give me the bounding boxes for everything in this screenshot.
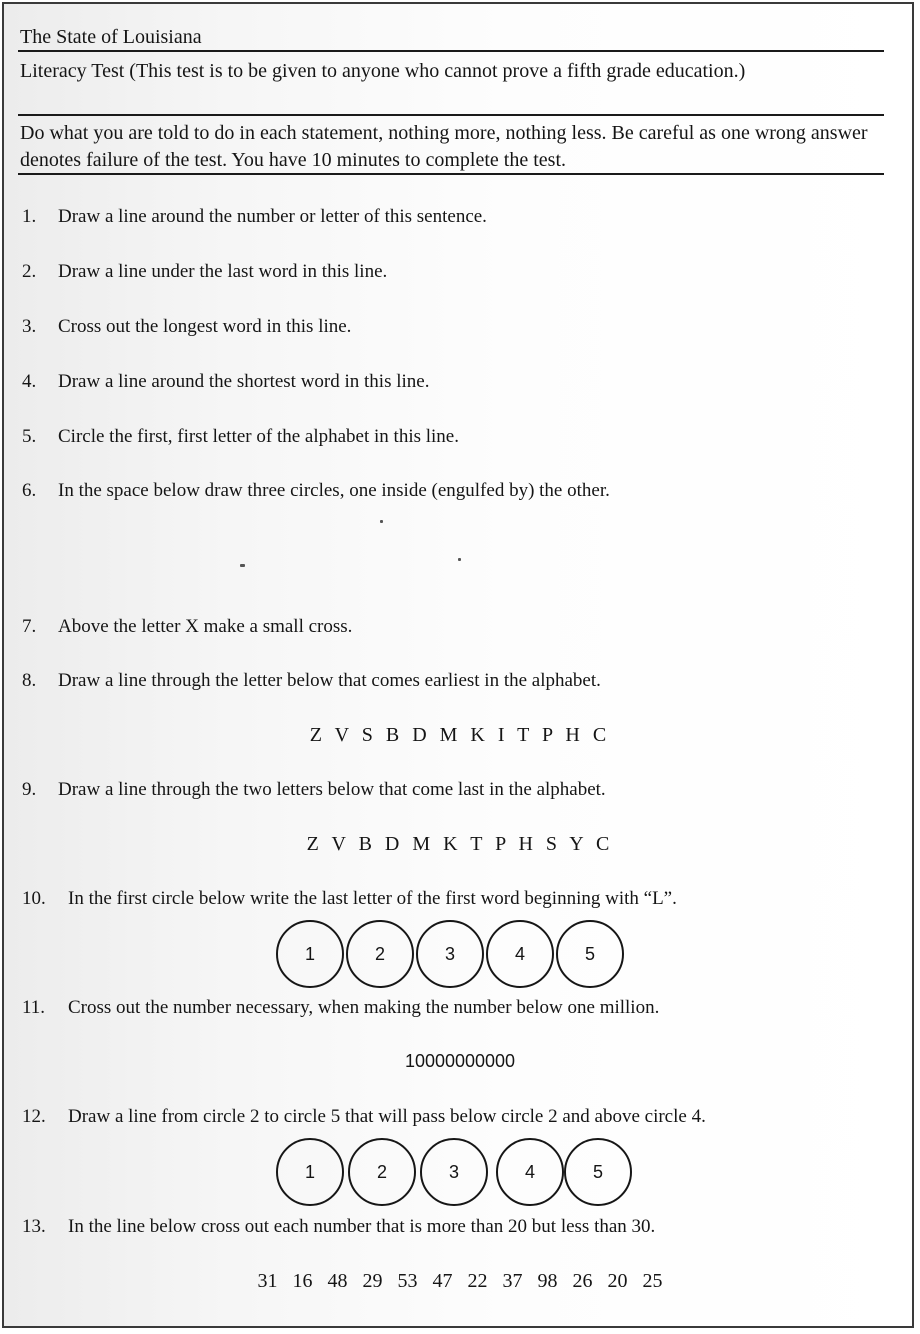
question-number: 12. xyxy=(22,1106,46,1127)
question-11 xyxy=(22,997,902,1019)
q9-letter-row: Z V B D M K T P H S Y C xyxy=(306,833,614,855)
question-number: 9. xyxy=(22,779,37,800)
question-text: Above the letter X make a small cross. xyxy=(58,616,353,637)
q11-number: 10000000000 xyxy=(404,1051,516,1071)
circle-number: 1 xyxy=(304,944,315,964)
numbered-circle xyxy=(416,920,484,988)
circle-number: 4 xyxy=(524,1162,535,1182)
question-9 xyxy=(22,779,882,801)
question-text: Draw a line through the two letters below that come last in the alphabet. xyxy=(58,779,606,800)
divider xyxy=(18,50,884,52)
scan-speck xyxy=(380,520,383,523)
numbered-circle xyxy=(420,1138,488,1206)
question-number: 13. xyxy=(22,1216,46,1237)
question-number: 5. xyxy=(22,426,37,447)
question-number: 8. xyxy=(22,670,37,691)
q13-number-row xyxy=(4,1270,916,1293)
question-number: 2. xyxy=(22,261,37,282)
question-1 xyxy=(22,206,882,228)
circle-number: 3 xyxy=(448,1162,459,1182)
circle-number: 4 xyxy=(514,944,525,964)
number-item: 16 xyxy=(292,1270,313,1292)
test-subtitle: Literacy Test (This test is to be given to anyone who cannot prove a fifth grade education.) xyxy=(20,60,746,82)
number-item: 48 xyxy=(327,1270,348,1292)
question-text: In the line below cross out each number that is more than 20 but less than 30. xyxy=(68,1216,656,1237)
question-4 xyxy=(22,371,882,393)
numbered-circle xyxy=(564,1138,632,1206)
question-12 xyxy=(22,1106,902,1128)
numbered-circle xyxy=(276,920,344,988)
question-3 xyxy=(22,316,882,338)
question-7 xyxy=(22,616,882,638)
numbered-circle xyxy=(346,920,414,988)
page-title: The State of Louisiana xyxy=(20,26,202,48)
number-item: 29 xyxy=(362,1270,383,1292)
numbered-circle xyxy=(486,920,554,988)
number-item: 98 xyxy=(537,1270,558,1292)
question-text: Draw a line from circle 2 to circle 5 that will pass below circle 2 and above circle 4. xyxy=(68,1106,706,1127)
question-8 xyxy=(22,670,882,692)
q8-letter-row: Z V S B D M K I T P H C xyxy=(309,724,611,746)
question-text: Draw a line under the last word in this line. xyxy=(58,261,388,282)
number-item: 26 xyxy=(572,1270,593,1292)
circle-number: 5 xyxy=(592,1162,603,1182)
scan-speck xyxy=(458,558,461,561)
number-item: 20 xyxy=(607,1270,628,1292)
number-item: 53 xyxy=(397,1270,418,1292)
test-instructions: Do what you are told to do in each statement, nothing more, nothing less. Be careful as one wrong answer denotes failure of the test. You have 10 minutes to complete the test. xyxy=(20,122,868,171)
number-item: 47 xyxy=(432,1270,453,1292)
question-number: 1. xyxy=(22,206,37,227)
circle-number: 3 xyxy=(444,944,455,964)
question-number: 4. xyxy=(22,371,37,392)
question-text: Cross out the longest word in this line. xyxy=(58,316,352,337)
question-number: 3. xyxy=(22,316,37,337)
number-item: 31 xyxy=(257,1270,278,1292)
question-number: 6. xyxy=(22,480,37,501)
numbered-circle xyxy=(496,1138,564,1206)
test-document xyxy=(2,2,914,1328)
number-item: 22 xyxy=(467,1270,488,1292)
circle-number: 1 xyxy=(304,1162,315,1182)
number-item: 25 xyxy=(642,1270,663,1292)
question-text: Draw a line around the shortest word in this line. xyxy=(58,371,430,392)
numbered-circle xyxy=(276,1138,344,1206)
question-text: Draw a line through the letter below that comes earliest in the alphabet. xyxy=(58,670,601,691)
circle-number: 5 xyxy=(584,944,595,964)
question-number: 11. xyxy=(22,997,46,1018)
question-text: Cross out the number necessary, when making the number below one million. xyxy=(68,997,660,1018)
question-text: In the space below draw three circles, one inside (engulfed by) the other. xyxy=(58,480,610,501)
numbered-circle xyxy=(556,920,624,988)
question-text: Draw a line around the number or letter of this sentence. xyxy=(58,206,487,227)
question-number: 10. xyxy=(22,888,46,909)
question-13 xyxy=(22,1216,902,1238)
divider xyxy=(18,114,884,116)
number-item: 37 xyxy=(502,1270,523,1292)
numbered-circle xyxy=(348,1138,416,1206)
question-6 xyxy=(22,480,882,502)
circle-number: 2 xyxy=(376,1162,387,1182)
circle-number: 2 xyxy=(374,944,385,964)
question-2 xyxy=(22,261,882,283)
question-5 xyxy=(22,426,882,448)
question-text: Circle the first, first letter of the alphabet in this line. xyxy=(58,426,459,447)
question-number: 7. xyxy=(22,616,37,637)
q12-circle-row xyxy=(276,1138,636,1208)
scan-speck xyxy=(240,564,245,567)
q10-circle-row xyxy=(276,920,636,990)
divider xyxy=(18,173,884,175)
question-text: In the first circle below write the last letter of the first word beginning with “L”. xyxy=(68,888,677,909)
question-10 xyxy=(22,888,902,910)
